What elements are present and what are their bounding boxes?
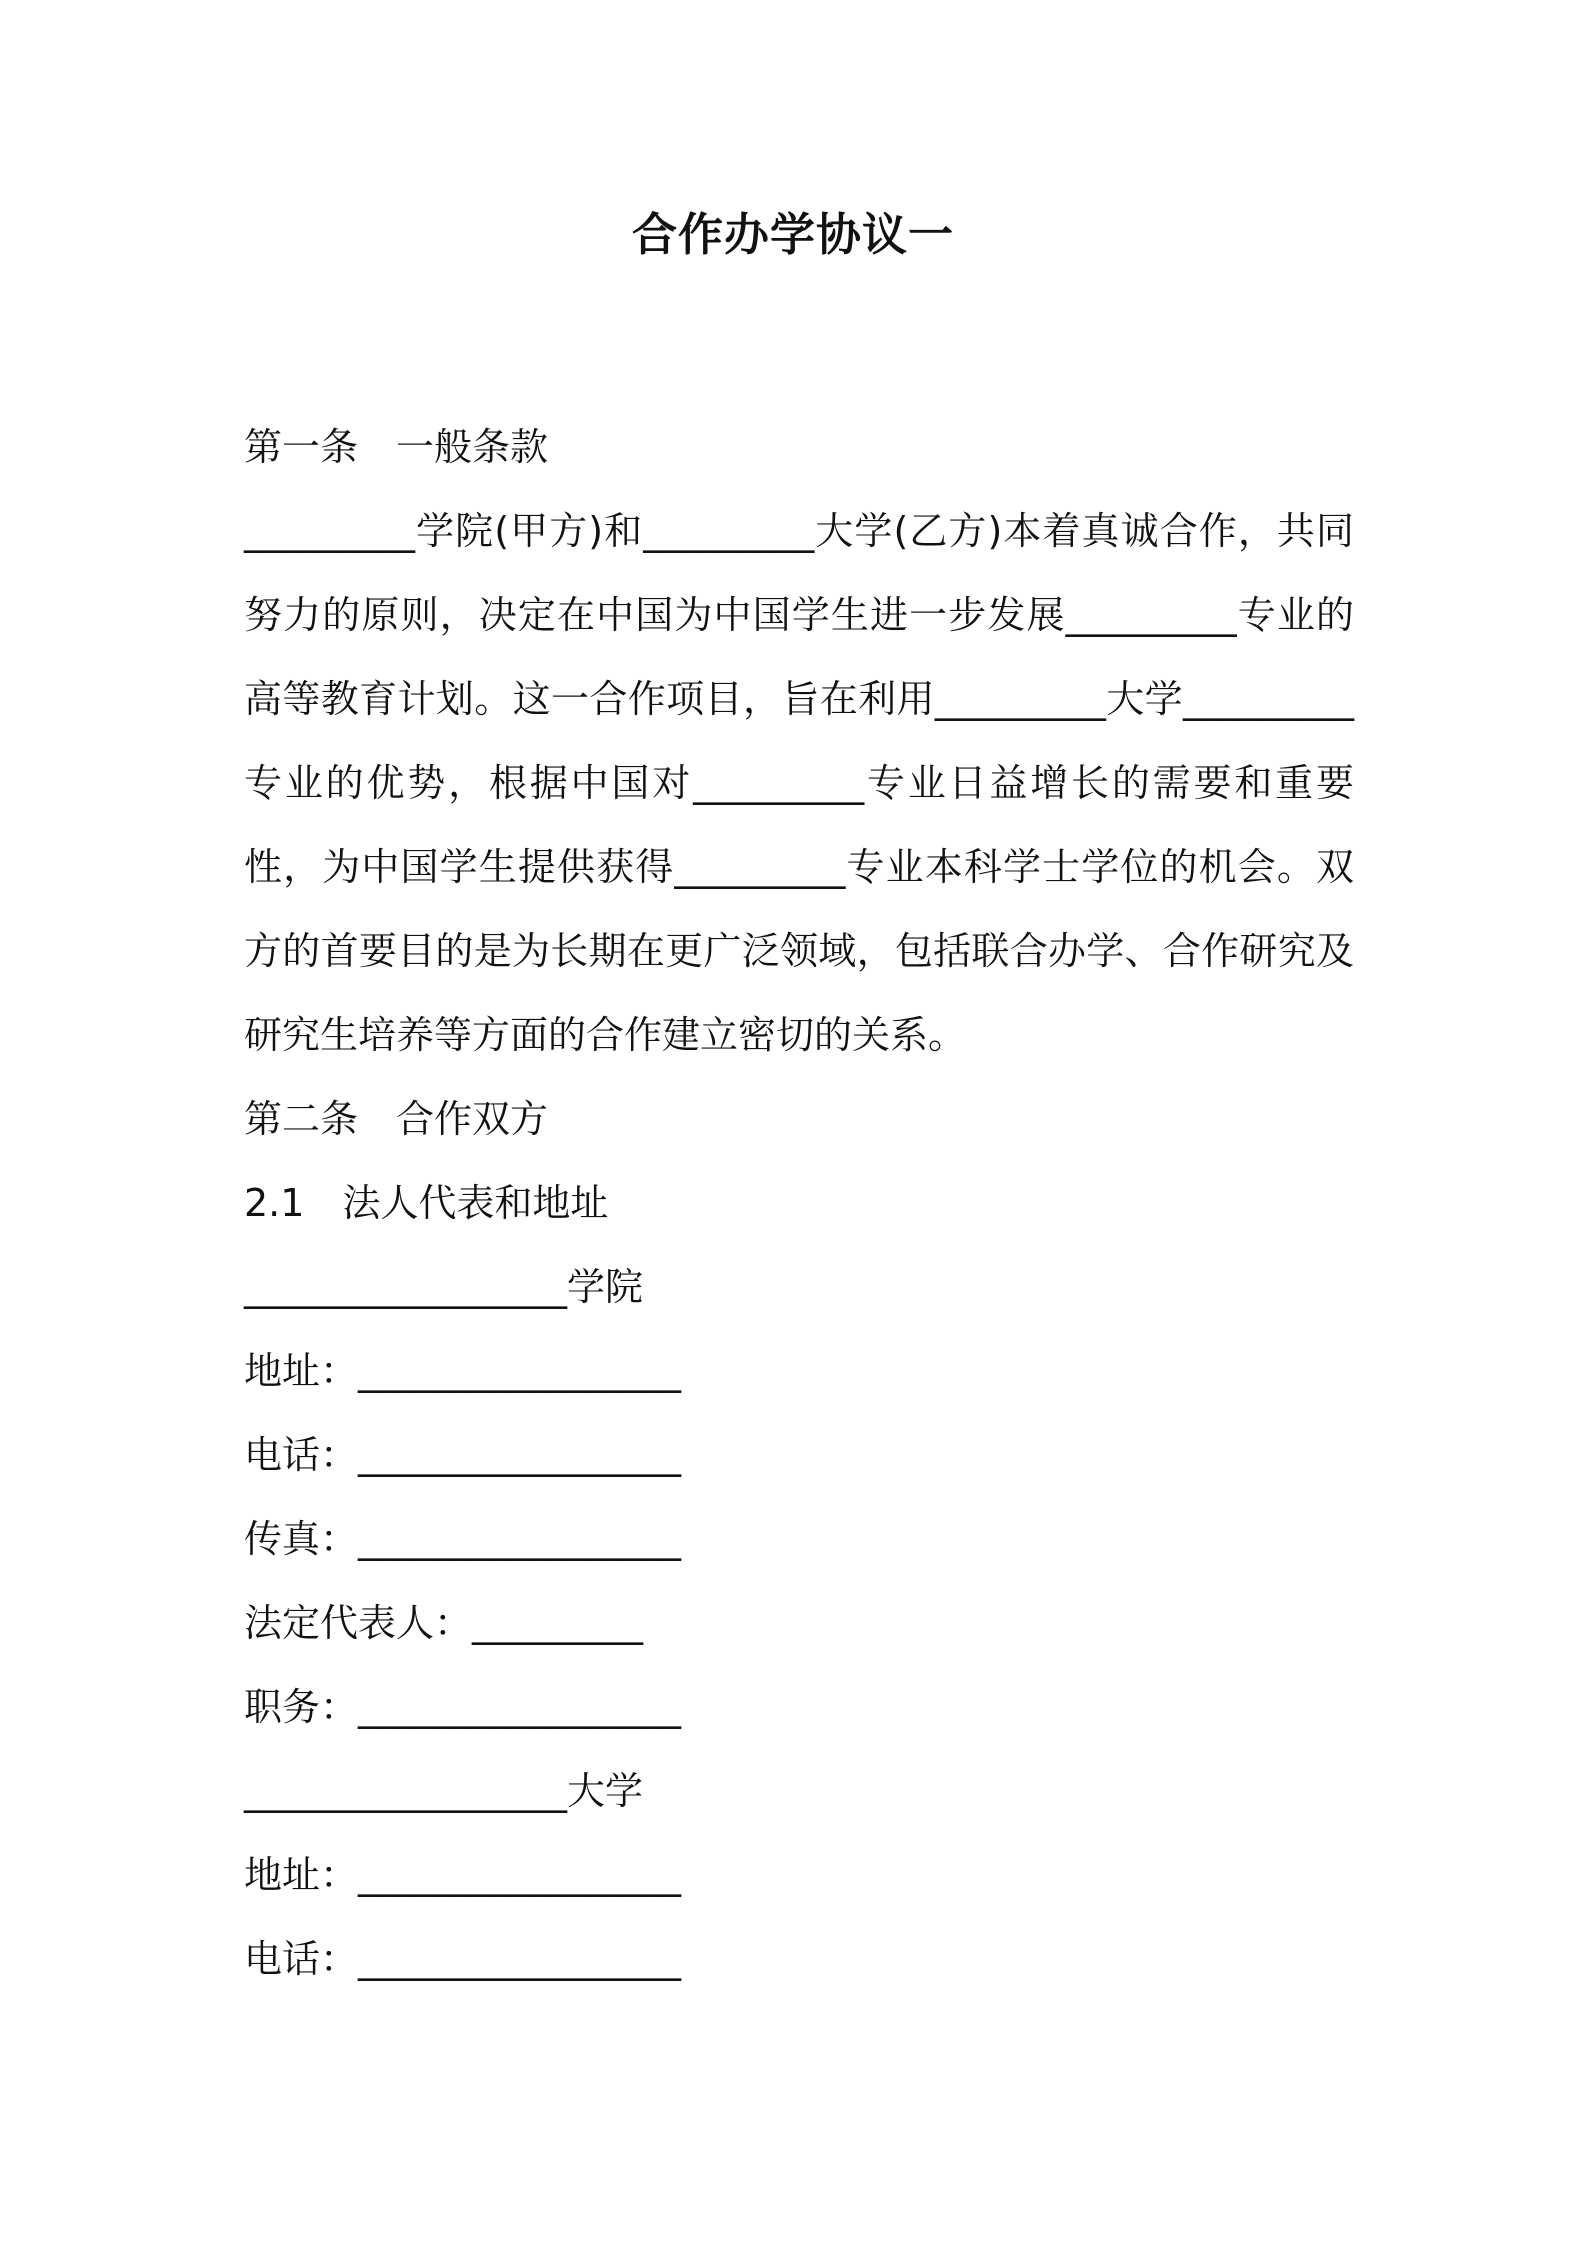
party-a-phone: 电话：_________________ <box>244 1433 682 1477</box>
document-title: 合作办学协议一 <box>631 208 954 261</box>
article1-body: _________学院(甲方)和_________大学(乙方)本着真诚合作，共同努力的原则，决定在中国为中国学生进一步发展_________专业的高等教育计划。这一合作项目，旨在利用_________大学_________专业的优势，根据中国对_________专业日益增长的需要和重要性，为中国学生提供获得_________专业本科学士学位的机会。双方的首要目的是为长期在更广泛领域，包括联合办学、合作研究及研究生培养等方面的合作建立密切的关系。 <box>244 509 1354 1057</box>
party-a-fax: 传真：_________________ <box>244 1517 682 1561</box>
party-b-name: _________________大学 <box>244 1769 644 1813</box>
party-b-address: 地址：_________________ <box>244 1853 682 1897</box>
party-a-legal-rep: 法定代表人：_________ <box>244 1601 644 1645</box>
article2-heading: 第二条 合作双方 <box>244 1097 549 1141</box>
article1-heading: 第一条 一般条款 <box>244 425 549 469</box>
party-b-block <box>244 1749 1354 2001</box>
party-a-position: 职务：_________________ <box>244 1685 682 1729</box>
section-2-1-heading: 2.1 法人代表和地址 <box>244 1181 609 1225</box>
party-a-name: _________________学院 <box>244 1265 644 1309</box>
party-a-address: 地址：_________________ <box>244 1349 682 1393</box>
party-a-block <box>244 1245 1354 1749</box>
party-b-phone: 电话：_________________ <box>244 1937 682 1981</box>
document-body <box>244 405 1354 2001</box>
